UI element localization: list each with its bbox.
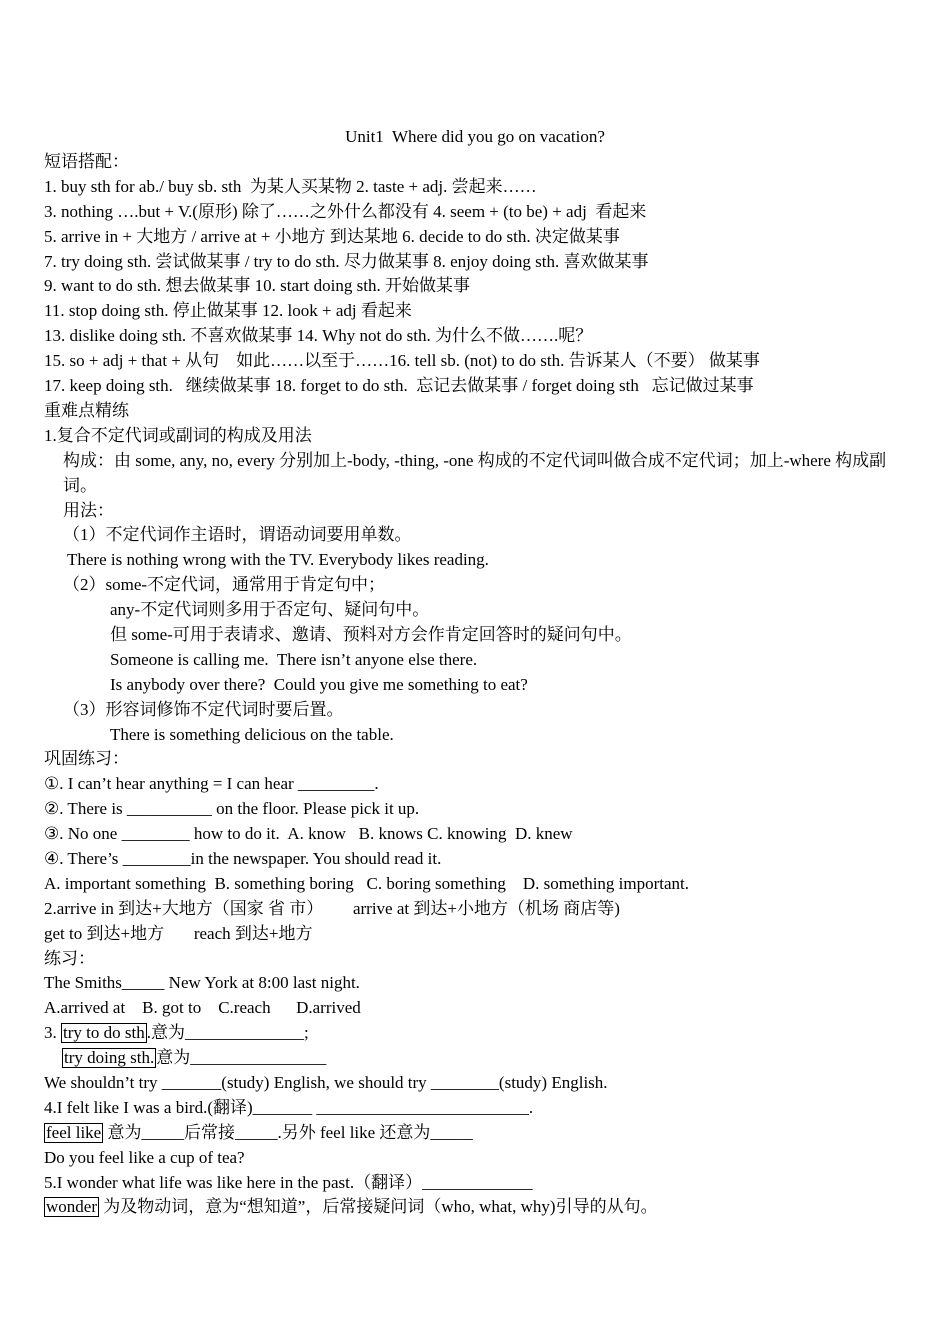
section2-line1: 2.arrive in 到达+大地方（国家 省 市） arrive at 到达+小地方（机场 商店等) [44,898,620,918]
section1-formation: 构成：由 some, any, no, every 分别加上-body, -thing, -one 构成的不定代词叫做合成不定代词；加上-where 构成副词。 [63,450,887,495]
document-title: Unit1 Where did you go on vacation? [345,127,605,146]
section5-line2 [44,1195,910,1220]
section4-rest: 意为_____后常接_____.另外 feel like 还意为_____ [103,1122,473,1142]
rule1-example: There is nothing wrong with the TV. Everybody likes reading. [67,550,489,570]
practice-item: ①. I can’t hear anything = I can hear _________. [44,774,379,794]
section4-example: Do you feel like a cup of tea? [44,1147,245,1167]
section2-exercise-label: 练习： [44,948,95,968]
boxed-term-feel-like: feel like [46,1122,102,1142]
section3-sentence: We shouldn’t try _______(study) English, we should try ________(study) English. [44,1072,608,1092]
boxed-term-try-to-do: try to do sth [63,1023,145,1043]
phrase-item: 1. buy sth for ab./ buy sb. sth 为某人买某物 2. taste + adj. 尝起来…… [44,176,537,196]
boxed-term-wonder: wonder [46,1197,97,1217]
rule3: （3）形容词修饰不定代词时要后置。 [63,699,344,719]
phrases-heading: 短语搭配： [44,152,129,171]
rule2-a: any-不定代词则多用于否定句、疑问句中。 [110,600,430,620]
document-body [44,150,910,1220]
section4-line2 [44,1121,910,1146]
rule2-b: 但 some-可用于表请求、邀请、预料对方会作肯定回答时的疑问句中。 [110,624,632,644]
phrase-item: 15. so + adj + that + 从句 如此……以至于……16. tell sb. (not) to do sth. 告诉某人（不要） 做某事 [44,351,760,371]
practice-item: ②. There is __________ on the floor. Please pick it up. [44,799,420,819]
section3-rest2: 意为________________ [156,1048,327,1068]
section2-options: A.arrived at B. got to C.reach D.arrived [44,998,361,1018]
section4-line1: 4.I felt like I was a bird.(翻译)_______ _________________________. [44,1097,534,1117]
phrase-item: 7. try doing sth. 尝试做某事 / try to do sth. 尽力做某事 8. enjoy doing sth. 喜欢做某事 [44,251,649,271]
section3-line2 [44,1046,910,1071]
section3-line1 [44,1021,910,1046]
practice-item: A. important something B. something boring C. boring something D. something important. [44,873,690,893]
rule2-example-2: Is anybody over there? Could you give me something to eat? [110,674,528,694]
section2-line2: get to 到达+地方 reach 到达+地方 [44,923,313,943]
section5-line1: 5.I wonder what life was like here in the past.（翻译）_____________ [44,1172,533,1192]
practice-item: ④. There’s ________in the newspaper. You should read it. [44,848,442,868]
phrase-item: 17. keep doing sth. 继续做某事 18. forget to do sth. 忘记去做某事 / forget doing sth 忘记做过某事 [44,376,754,396]
phrase-item: 5. arrive in + 大地方 / arrive at + 小地方 到达某地 6. decide to do sth. 决定做某事 [44,226,620,246]
section1-heading: 1.复合不定代词或副词的构成及用法 [44,425,312,445]
practice-heading: 巩固练习： [44,749,129,769]
phrase-item: 11. stop doing sth. 停止做某事 12. look + adj 看起来 [44,301,412,321]
rule2: （2）some-不定代词，通常用于肯定句中； [63,575,386,595]
rule1: （1）不定代词作主语时，谓语动词要用单数。 [63,525,412,545]
section3-number: 3. [44,1023,61,1043]
section1-usage-label: 用法： [63,500,114,520]
phrase-item: 13. dislike doing sth. 不喜欢做某事 14. Why not do sth. 为什么不做…….呢？ [44,326,593,346]
boxed-term-try-doing: try doing sth. [64,1048,155,1068]
section5-rest: 为及物动词，意为“想知道”，后常接疑问词（who, what, why)引导的从句。 [98,1197,658,1217]
phrase-item: 9. want to do sth. 想去做某事 10. start doing sth. 开始做某事 [44,276,470,296]
rule3-example: There is something delicious on the table. [110,724,394,744]
rule2-example-1: Someone is calling me. There isn’t anyone else there. [110,649,478,669]
section2-question: The Smiths_____ New York at 8:00 last night. [44,973,360,993]
section3-rest1: .意为______________; [146,1023,309,1043]
practice-item: ③. No one ________ how to do it. A. know B. knows C. knowing D. knew [44,824,573,844]
key-points-heading: 重难点精练 [44,400,129,420]
phrase-item: 3. nothing ….but + V.(原形) 除了……之外什么都没有 4. seem + (to be) + adj 看起来 [44,201,647,221]
